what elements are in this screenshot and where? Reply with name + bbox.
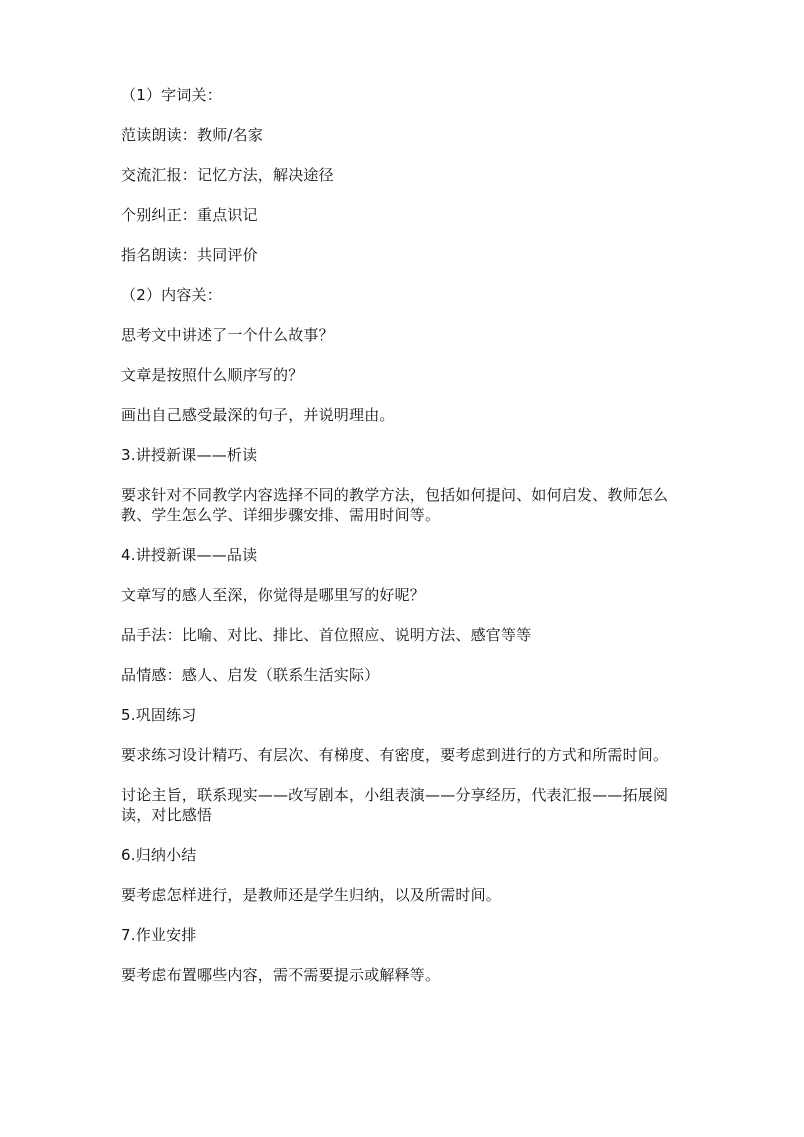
section-heading-word-level: （1）字词关： [121, 86, 222, 104]
paragraph-emotions: 品情感：感人、启发（联系生活实际） [121, 666, 380, 684]
paragraph-order-question: 文章是按照什么顺序写的？ [121, 366, 304, 384]
paragraph-summary-method: 要考虑怎样进行，是教师还是学生归纳，以及所需时间。 [121, 886, 502, 904]
section-heading-consolidation: 5.巩固练习 [121, 706, 197, 724]
paragraph-story-question: 思考文中讲述了一个什么故事？ [121, 326, 334, 344]
section-heading-analysis-reading: 3.讲授新课——析读 [121, 446, 258, 464]
paragraph-homework-content: 要考虑布置哪些内容，需不需要提示或解释等。 [121, 966, 441, 984]
section-heading-appreciation-reading: 4.讲授新课——品读 [121, 546, 258, 564]
paragraph-deepest-sentence: 画出自己感受最深的句子，并说明理由。 [121, 406, 395, 424]
paragraph-discussion: 讨论主旨，联系现实——改写剧本，小组表演——分享经历，代表汇报——拓展阅读，对比感悟 [121, 786, 669, 824]
paragraph-individual-correction: 个别纠正：重点识记 [121, 206, 258, 224]
paragraph-teaching-methods: 要求针对不同教学内容选择不同的教学方法，包括如何提问、如何启发、教师怎么教、学生怎么学、详细步骤安排、需用时间等。 [121, 486, 669, 524]
section-heading-content-level: （2）内容关： [121, 286, 222, 304]
paragraph-named-reading: 指名朗读：共同评价 [121, 246, 258, 264]
paragraph-practice-design: 要求练习设计精巧、有层次、有梯度、有密度，要考虑到进行的方式和所需时间。 [121, 746, 669, 764]
paragraph-exchange-report: 交流汇报：记忆方法，解决途径 [121, 166, 334, 184]
paragraph-techniques: 品手法：比喻、对比、排比、首位照应、说明方法、感官等等 [121, 626, 532, 644]
paragraph-model-reading: 范读朗读：教师/名家 [121, 126, 264, 144]
section-heading-homework: 7.作业安排 [121, 926, 197, 944]
paragraph-moving-question: 文章写的感人至深，你觉得是哪里写的好呢？ [121, 586, 426, 604]
section-heading-summary: 6.归纳小结 [121, 846, 197, 864]
